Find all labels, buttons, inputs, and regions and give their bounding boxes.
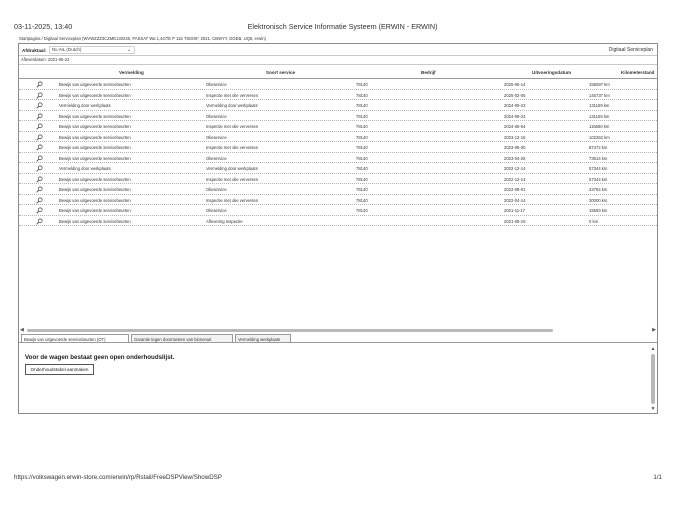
cell-bedrijf: 78140 [356, 134, 368, 140]
cell-bedrijf: 78140 [356, 82, 368, 87]
cell-soort-service: Inspectie met olie verversen [206, 145, 259, 150]
cell-uitvoeringsdatum: 2024-09-23 [504, 103, 526, 108]
table-row[interactable] [19, 100, 657, 111]
cell-bedrijf: 78140 [356, 166, 368, 171]
table-row[interactable] [19, 90, 657, 101]
cell-vermelding: Bewijs van uitgevoerde servicebeurten [59, 208, 131, 213]
magnifier-icon[interactable] [36, 81, 43, 88]
cell-kilometerstand: 15593 km [589, 208, 608, 213]
service-history-table [19, 64, 657, 226]
cell-kilometerstand: 158097 km [589, 82, 610, 87]
vertical-scrollbar[interactable] [650, 346, 656, 412]
cell-uitvoeringsdatum: 2024-06-04 [504, 124, 526, 129]
table-row[interactable] [19, 142, 657, 153]
column-header-bedrijf[interactable]: Bedrijf [421, 70, 436, 75]
service-plan-panel [18, 43, 658, 414]
column-header-soort-service[interactable]: Soort service [266, 70, 296, 75]
print-header [14, 22, 671, 34]
cell-bedrijf: 78140 [356, 208, 368, 213]
page-number: 1/1 [653, 474, 662, 481]
print-language-label: Afdruktaal: [22, 47, 47, 53]
cell-soort-service: Olieservice [206, 155, 227, 161]
cell-uitvoeringsdatum: 2024-09-23 [504, 113, 526, 119]
magnifier-icon[interactable] [36, 144, 43, 151]
cell-uitvoeringsdatum: 2023-12-15 [504, 134, 526, 140]
cell-kilometerstand: 131159 km [589, 113, 610, 119]
cell-vermelding: Bewijs van uitgevoerde servicebeurten [59, 134, 131, 140]
cell-vermelding: Bewijs van uitgevoerde servicebeurten [59, 176, 131, 182]
cell-soort-service: Inspectie met olie verversen [206, 197, 259, 203]
column-header-uitvoeringsdatum[interactable]: Uitvoeringsdatum [532, 70, 572, 75]
cell-soort-service: Olieservice [206, 208, 227, 213]
magnifier-icon[interactable] [36, 207, 43, 214]
chevron-down-icon: ⌄ [126, 47, 131, 53]
cell-uitvoeringsdatum: 2023-08-30 [504, 145, 526, 150]
table-row[interactable] [19, 121, 657, 132]
cell-soort-service: Olieservice [206, 113, 227, 119]
horizontal-scroll-thumb[interactable] [27, 329, 553, 332]
scroll-down-icon[interactable]: ▼ [650, 406, 656, 412]
table-row[interactable] [19, 184, 657, 195]
cell-kilometerstand: 102262 km [589, 134, 610, 140]
magnifier-icon[interactable] [36, 165, 43, 172]
magnifier-icon[interactable] [36, 113, 43, 120]
vertical-scroll-thumb[interactable] [651, 354, 655, 404]
cell-soort-service: Olieservice [206, 187, 227, 192]
delivery-date: Afleverdatum: 2021-06-22 [21, 57, 70, 62]
cell-vermelding: Bewijs van uitgevoerde servicebeurten [59, 124, 131, 129]
cell-kilometerstand: 87472 km [589, 145, 608, 150]
page-url: https://volkswagen.erwin-store.com/erwin/rp/Rstail/FreeDSPView/ShowDSP [14, 474, 222, 481]
cell-soort-service: Olieservice [206, 134, 227, 140]
cell-bedrijf: 78140 [356, 187, 368, 192]
toolbar [19, 44, 657, 56]
panel-title: Digitaal Serviceplan [608, 47, 653, 53]
cell-kilometerstand: 0 km [589, 218, 599, 224]
scroll-left-icon[interactable]: ◀ [20, 327, 24, 333]
column-header-kilometerstand[interactable]: Kilometerstand [621, 70, 655, 75]
table-header [19, 64, 657, 79]
cell-vermelding: Vermelding door werkplaats [59, 166, 111, 171]
tab-garantie-doorroesten[interactable]: Garantie tegen doorroesten van binnenuit [131, 334, 233, 342]
cell-vermelding: Bewijs van uitgevoerde servicebeurten [59, 187, 131, 192]
table-row[interactable] [19, 153, 657, 164]
table-row[interactable] [19, 174, 657, 185]
magnifier-icon[interactable] [36, 123, 43, 130]
cell-uitvoeringsdatum: 2025-02-05 [504, 92, 526, 98]
no-open-maintenance-message: Voor de wagen bestaat geen open onderhoudslijst. [25, 354, 175, 361]
cell-vermelding: Bewijs van uitgevoerde servicebeurten [59, 197, 131, 203]
tab-divider [19, 342, 657, 343]
cell-vermelding: Bewijs van uitgevoerde servicebeurten [59, 113, 131, 119]
cell-vermelding: Vermelding door werkplaats [59, 103, 111, 108]
scroll-right-icon[interactable]: ▶ [652, 327, 656, 333]
cell-bedrijf: 78140 [356, 103, 368, 108]
cell-bedrijf: 78140 [356, 197, 368, 203]
tab-vermelding-werkplaats[interactable]: Vermelding werkplaats [235, 334, 291, 342]
scroll-up-icon[interactable]: ▲ [650, 346, 656, 352]
magnifier-icon[interactable] [36, 176, 43, 183]
magnifier-icon[interactable] [36, 197, 43, 204]
cell-bedrijf: 78140 [356, 155, 368, 161]
cell-kilometerstand: 57344 km [589, 176, 608, 182]
cell-vermelding: Bewijs van uitgevoerde servicebeurten [59, 145, 131, 150]
cell-soort-service: Inspectie met olie verversen [206, 92, 259, 98]
cell-kilometerstand: 145737 km [589, 92, 610, 98]
cell-bedrijf: 78140 [356, 124, 368, 129]
cell-soort-service: Vermelding door werkplaats [206, 166, 258, 171]
cell-soort-service: Vermelding door werkplaats [206, 103, 258, 108]
print-language-select[interactable] [49, 46, 135, 54]
cell-vermelding: Bewijs van uitgevoerde servicebeurten [59, 218, 131, 224]
table-row[interactable] [19, 163, 657, 174]
magnifier-icon[interactable] [36, 102, 43, 109]
cell-uitvoeringsdatum: 2025-05-14 [504, 82, 526, 87]
table-row[interactable] [19, 195, 657, 206]
column-header-vermelding[interactable]: Vermelding [119, 70, 144, 75]
table-row[interactable] [19, 132, 657, 143]
cell-kilometerstand: 57344 km [589, 166, 608, 171]
magnifier-icon[interactable] [36, 134, 43, 141]
breadcrumb: Startpagina / Digitaal Serviceplan (WVWZZZ3CZME130245, PASSAT Wa 1,4GTE P 115 TSIDSF, 2021, CBWYY, DGEB, UQ5, erwin) [19, 36, 266, 41]
table-row[interactable] [19, 205, 657, 216]
cell-uitvoeringsdatum: 2023-04-25 [504, 155, 526, 161]
cell-soort-service: Inspectie met olie verversen [206, 176, 259, 182]
magnifier-icon[interactable] [36, 186, 43, 193]
cell-bedrijf: 78140 [356, 113, 368, 119]
cell-kilometerstand: 131159 km [589, 103, 610, 108]
cell-vermelding: Bewijs van uitgevoerde servicebeurten [59, 82, 131, 87]
cell-kilometerstand: 30000 km [589, 197, 608, 203]
cell-uitvoeringsdatum: 2022-08-01 [504, 187, 526, 192]
magnifier-icon[interactable] [36, 155, 43, 162]
print-footer [14, 474, 662, 484]
cell-uitvoeringsdatum: 2022-04-14 [504, 197, 526, 203]
cell-uitvoeringsdatum: 2021-06-19 [504, 218, 526, 224]
cell-bedrijf: 78140 [356, 176, 368, 182]
cell-uitvoeringsdatum: 2022-12-14 [504, 176, 526, 182]
cell-uitvoeringsdatum: 2021-11-17 [504, 208, 526, 213]
print-language-value: NL-NL (Dutch) [52, 47, 82, 52]
cell-uitvoeringsdatum: 2022-12-14 [504, 166, 526, 171]
cell-soort-service: Aflevering Inspectie [206, 218, 243, 224]
table-row[interactable] [19, 216, 657, 227]
print-title: Elektronisch Service Informatie Systeem (ERWIN - ERWIN) [247, 22, 438, 31]
cell-kilometerstand: 73614 km [589, 155, 608, 161]
horizontal-scrollbar[interactable] [19, 327, 657, 333]
table-row[interactable] [19, 111, 657, 122]
cell-kilometerstand: 115660 km [589, 124, 610, 129]
cell-kilometerstand: 43764 km [589, 187, 608, 192]
table-row[interactable] [19, 79, 657, 90]
cell-soort-service: Olieservice [206, 82, 227, 87]
cell-bedrijf: 78140 [356, 145, 368, 150]
cell-vermelding: Bewijs van uitgevoerde servicebeurten [59, 92, 131, 98]
cell-bedrijf: 78140 [356, 92, 368, 98]
cell-soort-service: Inspectie met olie verversen [206, 124, 259, 129]
table-body [19, 79, 657, 226]
magnifier-icon[interactable] [36, 92, 43, 99]
tab-servicebeurten[interactable]: Bewijs van uitgevoerde servicebeurten (OT) [21, 334, 129, 342]
create-maintenance-table-button[interactable]: Onderhoudstabel aanmaken [25, 364, 94, 375]
magnifier-icon[interactable] [36, 218, 43, 225]
cell-vermelding: Bewijs van uitgevoerde servicebeurten [59, 155, 131, 161]
print-date: 03-11-2025, 13:40 [14, 22, 73, 31]
